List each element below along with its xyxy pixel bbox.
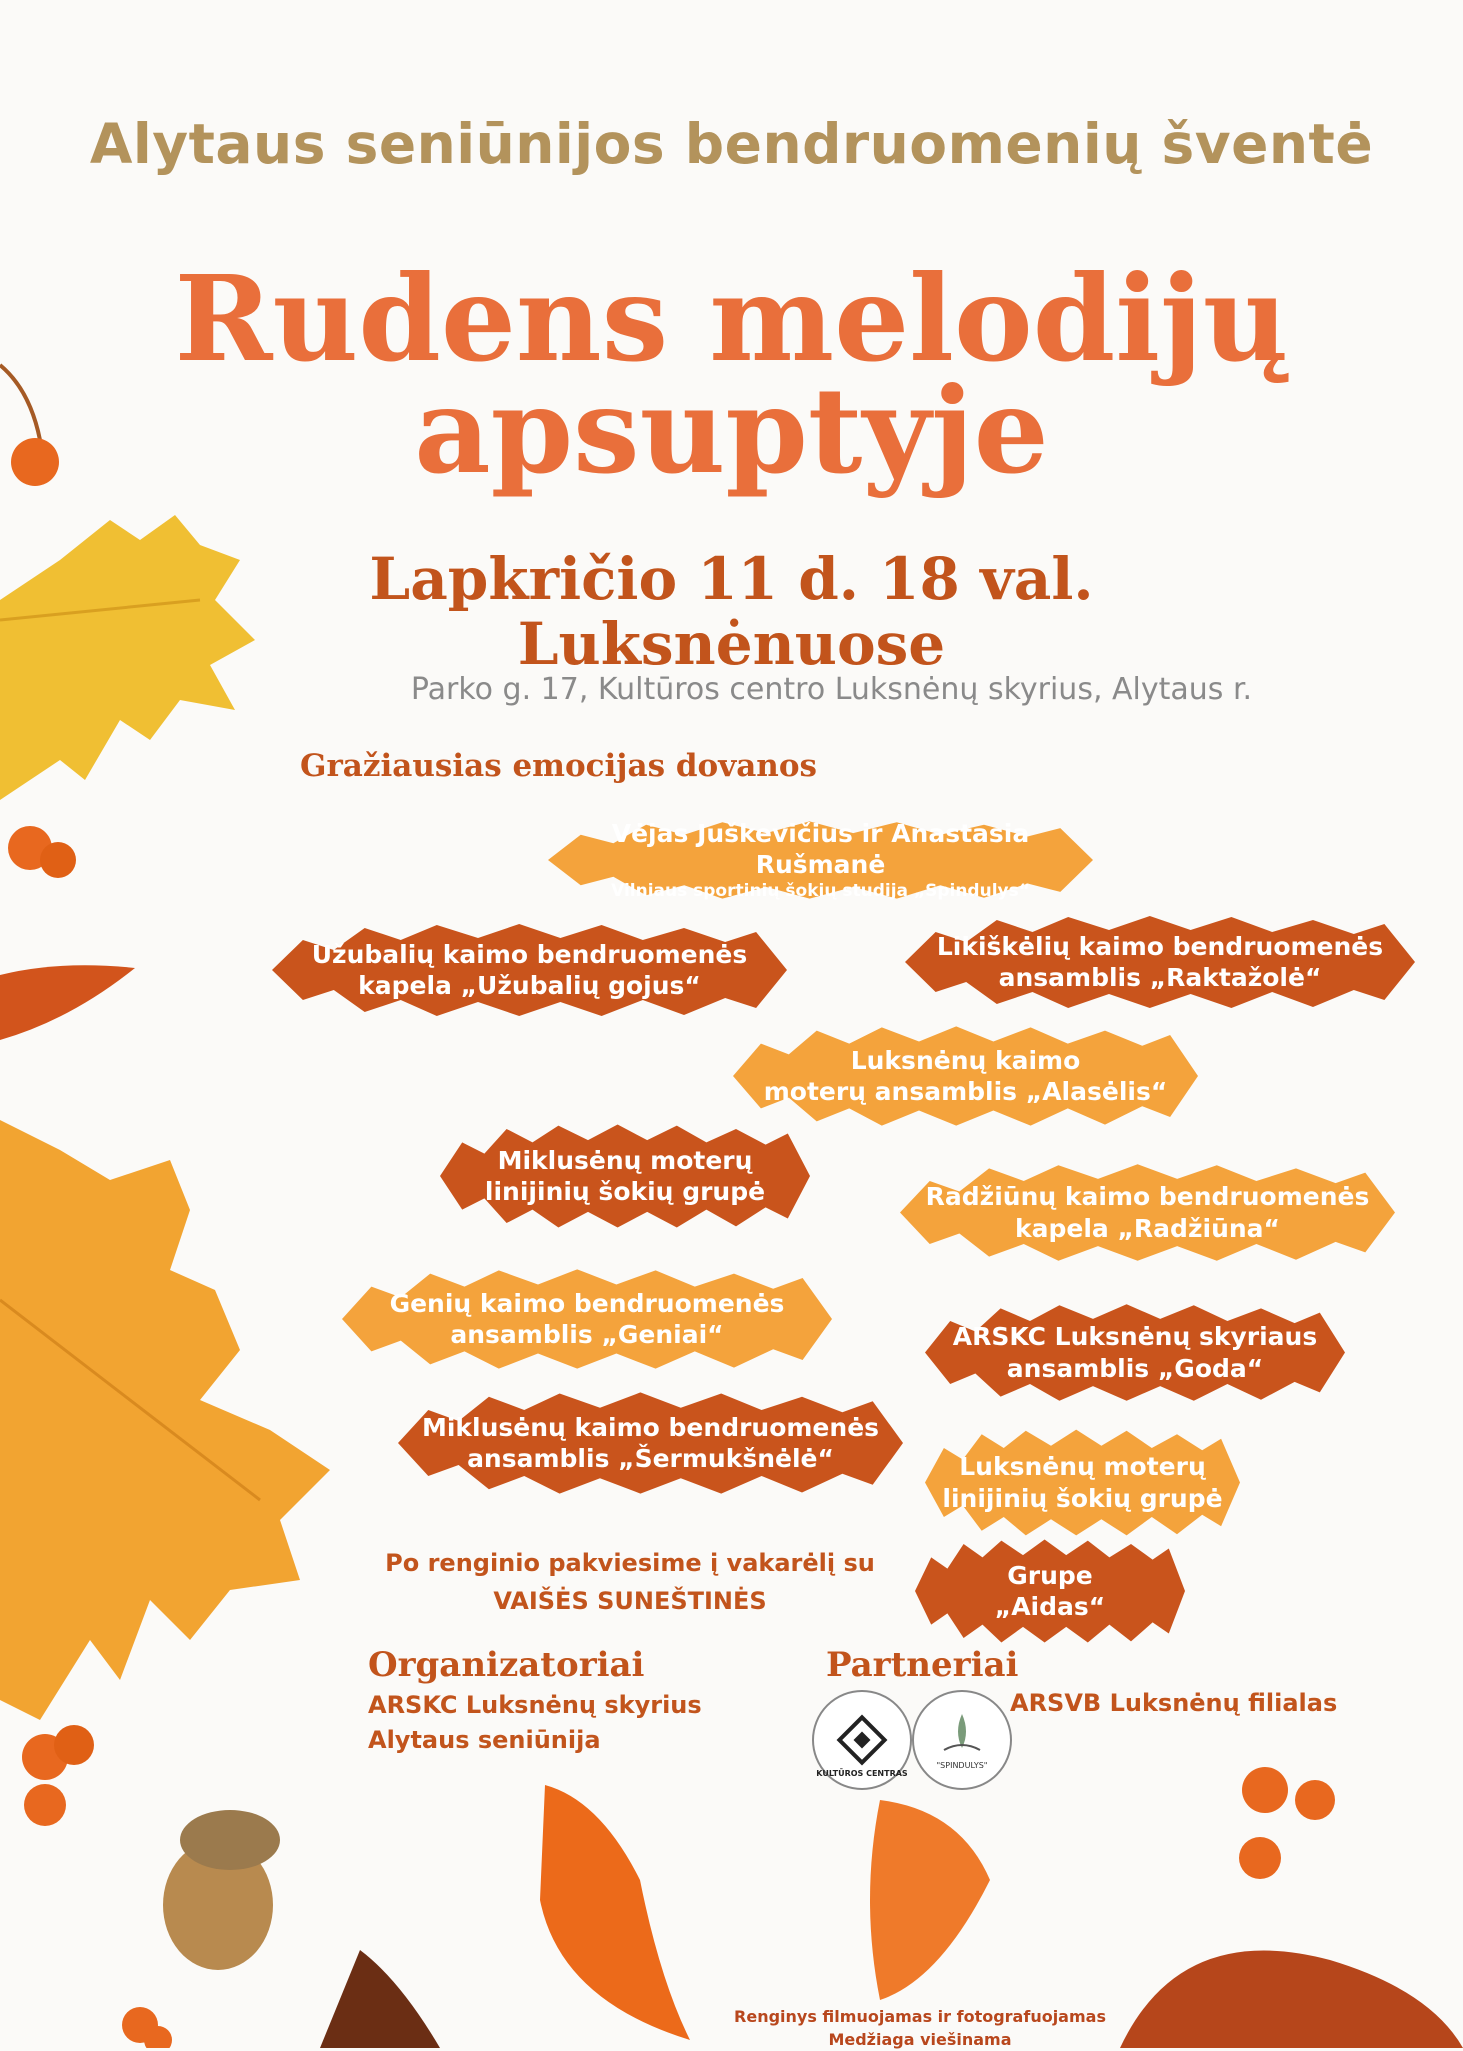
after-event-note (350, 1544, 910, 1621)
performer-badge (733, 1022, 1198, 1130)
footer-line: Renginys filmuojamas ir fotografuojamas (734, 2007, 1106, 2026)
performer-name: Užubalių kaimo bendruomenės (311, 939, 748, 969)
culture-center-logo-icon (814, 1692, 910, 1788)
performer-subtitle: kapela „Radžiūna“ (1015, 1213, 1280, 1243)
performer-subtitle: ansamblis „Geniai“ (450, 1320, 724, 1349)
performer-subtitle: kapela „Užubalių gojus“ (358, 971, 701, 1000)
organizers-heading: Organizatoriai (368, 1645, 645, 1685)
performer-badge (440, 1120, 810, 1232)
performer-subtitle: Vilniaus sportinių šokių studija „Spindulys“ (611, 880, 1030, 901)
organizer-item: ARSKC Luksnėnų skyrius (368, 1691, 702, 1719)
event-place: Luksnėnuose (517, 610, 946, 678)
partners-heading: Partneriai (826, 1645, 1019, 1685)
performer-badge (342, 1265, 832, 1373)
title-line-1: Rudens melodijų (174, 249, 1289, 388)
performers-heading: Gražiausias emocijas dovanos (300, 748, 817, 784)
performer-name: Grupe (1007, 1560, 1093, 1590)
performer-badge (398, 1388, 903, 1498)
performer-badge (548, 818, 1093, 902)
performer-name: Genių kaimo bendruomenės (389, 1288, 785, 1318)
performer-name: Likiškėlių kaimo bendruomenės (936, 931, 1384, 961)
after-event-food: VAIŠĖS SUNEŠTINĖS (493, 1587, 767, 1616)
culture-center-logo (812, 1690, 912, 1790)
performer-badge (905, 912, 1415, 1012)
organizers-list (368, 1688, 702, 1758)
after-event-line: Po renginio pakviesime į vakarėlį su (385, 1549, 875, 1577)
performer-name: ARSKC Luksnėnų skyriaus (952, 1322, 1318, 1352)
performer-subtitle: linijinių šokių grupė (484, 1177, 766, 1206)
logo2-text: "SPINDULYS" (936, 1761, 988, 1770)
footer-line: Medžiaga viešinama (828, 2030, 1012, 2050)
organizer-item: Alytaus seniūnija (368, 1725, 601, 1754)
performer-badge (925, 1300, 1345, 1405)
performer-subtitle: linijinių šokių grupė (942, 1483, 1223, 1513)
spindulys-logo (912, 1690, 1012, 1790)
performer-subtitle: ansamblis „Goda“ (1006, 1353, 1264, 1383)
performer-name: Luksnėnų kaimo (850, 1045, 1081, 1075)
performer-subtitle: moterų ansamblis „Alasėlis“ (763, 1077, 1168, 1106)
performer-badge (900, 1160, 1395, 1265)
title-line-2: apsuptyje (414, 361, 1049, 500)
performer-subtitle: ansamblis „Šermukšnėlė“ (467, 1444, 834, 1473)
performer-badge (925, 1425, 1240, 1540)
logo1-text: KULTŪROS CENTRAS (816, 1769, 908, 1778)
spindulys-logo-icon (914, 1692, 1010, 1788)
partner-item: ARSVB Luksnėnų filialas (1010, 1689, 1338, 1717)
event-date: Lapkričio 11 d. 18 val. (369, 545, 1094, 613)
footer-note (720, 2005, 1120, 2051)
performer-badge (272, 920, 787, 1020)
performer-name: Radžiūnų kaimo bendruomenės (925, 1182, 1370, 1212)
performer-name: Vėjas Juškevičius ir Anastasia Rušmanė (611, 819, 1030, 880)
event-address: Parko g. 17, Kultūros centro Luksnėnų skyrius, Alytaus r. (410, 672, 1253, 707)
performer-name: Luksnėnų moterų (959, 1452, 1206, 1482)
performer-subtitle: ansamblis „Raktažolė“ (998, 963, 1322, 992)
performer-name: Miklusėnų kaimo bendruomenės (421, 1412, 880, 1442)
performer-badge (915, 1535, 1185, 1647)
performer-subtitle: „Aidas“ (994, 1592, 1106, 1621)
performer-name: Miklusėnų moterų (497, 1145, 753, 1175)
event-subtitle: Alytaus seniūnijos bendruomenių šventė (89, 112, 1374, 176)
